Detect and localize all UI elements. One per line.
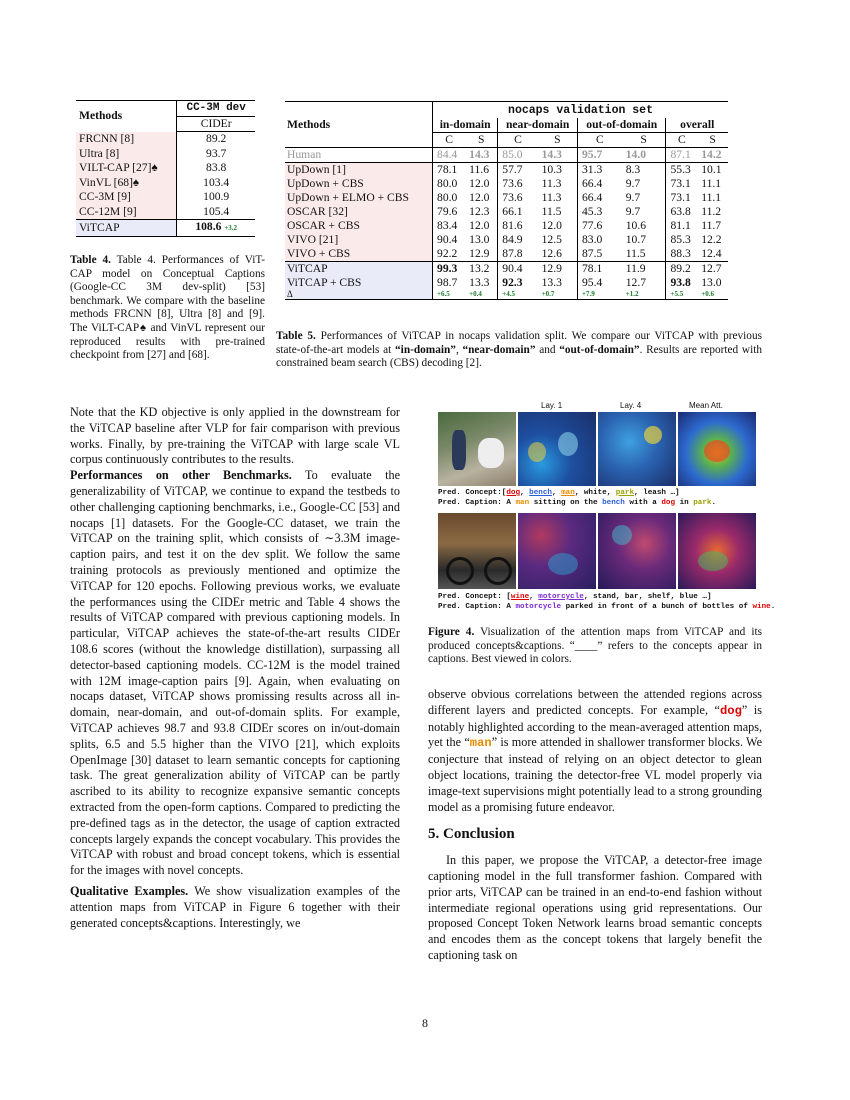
t5-group-header: out-of-domain [577, 118, 666, 133]
left-column [70, 405, 400, 931]
t5-method: ViTCAP [285, 262, 433, 277]
t5-cell: 11.5 [625, 247, 646, 260]
t5-cell: 11.1 [701, 177, 722, 190]
image-park-lay4 [598, 412, 676, 486]
t5-cell: 12.0 [541, 219, 562, 232]
t5-cell: 95.4 [577, 276, 621, 290]
t5-cell: 11.3 [541, 177, 562, 190]
row1-cap-park: park [693, 499, 712, 507]
row1-cap-p3: in [675, 499, 694, 507]
t5-cell: 9.7 [625, 191, 641, 204]
concept-blue: blue …] [679, 593, 712, 601]
row2-cap-end: . [770, 603, 776, 611]
concept-dog: dog [506, 489, 521, 497]
t5-cell: 11.6 [469, 163, 490, 176]
t5-cell: 11.1 [701, 191, 722, 204]
t5-row [285, 276, 728, 290]
t5-title: nocaps validation set [433, 102, 728, 119]
row2-caption [438, 602, 775, 612]
t5-caption-keyword: “out-of-domain” [559, 343, 640, 356]
t5-cell: 13.2 [469, 262, 490, 275]
t5-cell: 12.0 [469, 177, 490, 190]
t5-cell: 77.6 [577, 219, 621, 233]
t5-cell: 13.0 [701, 276, 722, 289]
t4-method: FRCNN [8] [76, 132, 177, 147]
t5-cell: 63.8 [666, 205, 697, 219]
t5-cell: 78.1 [433, 163, 466, 178]
t4-ours-delta: +3.2 [224, 224, 238, 232]
t4-caption-text: Table 4. Performances of ViT-CAP model on Conceptual Captions (Google-CC 3M dev-split) [53] benchmark. We compare with the baseline methods FRCNN [8], Ultra [8] and [9]. The ViLT-CAP♠ and VinVL represent our reproduced results with pre-trained checkpoint from [27] and [68]. [70, 254, 265, 362]
t5-cell: 89.2 [666, 262, 697, 277]
t5-cell: 11.7 [701, 219, 722, 232]
right-column [428, 687, 762, 964]
right-p1-a: observe obvious correlations between the attended regions across different layers and predicted concepts. For example, “ [428, 687, 762, 717]
right-p1-c: ” is more attended in shallower transformer blocks. We conjecture that instead of relying on an object detector to glean object locations, training the detector-free VL model properly via image-text supervisions might potentially lead to a strong grounding model as a promising future endeavor. [428, 735, 762, 814]
image-moto-lay1 [518, 513, 596, 589]
t5-cell: 73.6 [498, 191, 538, 205]
t5-metric-header: S [477, 133, 485, 146]
t5-cell: 10.7 [625, 233, 647, 246]
t5-cell: 11.3 [541, 191, 562, 204]
t5-method: OSCAR + CBS [285, 219, 433, 233]
row1-caption-prefix: Pred. Caption: A [438, 499, 516, 507]
t5-group-header: near-domain [498, 118, 578, 133]
t5-cell: 10.1 [701, 163, 722, 176]
t5-caption-text: Performances of ViTCAP in nocaps validation split. We compare our ViTCAP with previous state-of-the-art models at “in-domain”, “near-domain” and “out-of-domain”. Results are reported with constrained beam search (CBS) decoding [2]. [276, 330, 762, 370]
t5-cell: 79.6 [433, 205, 466, 219]
t4-value: 103.4 [177, 176, 255, 191]
t5-cell: 10.3 [541, 163, 562, 176]
concept-bench: bench [529, 489, 552, 497]
t5-cell: 45.3 [577, 205, 621, 219]
t5-group-header: overall [666, 118, 728, 133]
t5-header-methods: Methods [287, 117, 331, 131]
t4-value: 89.2 [177, 132, 255, 147]
t4-row [76, 190, 255, 205]
row1-concepts: Pred. Concept:[dog, bench, man, white, park, leash …] [438, 489, 680, 497]
t5-cell: 9.7 [625, 177, 641, 190]
t5-cell: 90.4 [498, 262, 538, 277]
image-park-lay1 [518, 412, 596, 486]
t5-cell: 13.0 [469, 233, 490, 246]
left-p3: We show visualization examples of the attention maps from ViTCAP in Figure 6 together with their generated concepts&captions. Interestingly, we [70, 883, 401, 930]
t4-method: Ultra [8] [76, 147, 177, 162]
t5-cell: 81.1 [666, 219, 697, 233]
t5-delta: +5.5 [666, 290, 697, 300]
left-p2-head: Performances on other Benchmarks. [70, 468, 292, 483]
t4-value: 83.8 [177, 161, 255, 176]
t5-row [285, 262, 728, 277]
row2-concepts: Pred. Concept: [wine, motorcycle, stand, bar, shelf, blue …] [438, 593, 712, 601]
t5-cell: 12.5 [541, 233, 562, 246]
t4-row [76, 161, 255, 176]
t4-method: CC-12M [9] [76, 205, 177, 220]
row2-caption-prefix: Pred. Caption: A [438, 603, 516, 611]
row1-cap-dog: dog [661, 499, 676, 507]
t5-cell: 12.2 [701, 233, 722, 246]
image-moto-lay4 [598, 513, 676, 589]
image-moto-original [438, 513, 516, 589]
t4-ours-value: 108.6 [195, 220, 222, 233]
t5-group-header: in-domain [433, 118, 498, 133]
row1-cap-p2: with a [624, 499, 662, 507]
t5-method: UpDown [1] [285, 163, 433, 178]
t5-delta-label: Δ [285, 290, 433, 300]
t5-cell: 78.1 [577, 262, 621, 277]
t5-cell: 11.9 [625, 262, 646, 275]
t5-cell: 9.7 [625, 205, 641, 218]
keyword-man: man [469, 736, 492, 751]
fig-caption-text: Visualization of the attention maps from ViTCAP and its produced concepts&captions. “____” refers to the concepts appear in captions. Best viewed in colors. [428, 626, 762, 666]
row1-concept-prefix: Pred. Concept:[ [438, 489, 507, 497]
t5-cell: 11.2 [701, 205, 722, 218]
concept-wine: wine [510, 593, 530, 601]
t5-cell: 12.4 [701, 247, 722, 260]
t5-cell: 73.1 [666, 191, 697, 205]
t5-metric-header: S [709, 133, 716, 146]
figure-4-caption [428, 626, 762, 667]
t5-cell: 66.4 [577, 177, 621, 191]
t5-metric-header: C [666, 133, 697, 148]
t4-method: CC-3M [9] [76, 190, 177, 205]
t4-method: VILT-CAP [27]♠ [76, 161, 177, 176]
concept-park: park [615, 489, 635, 497]
section-heading: 5. Conclusion [428, 826, 515, 843]
fig-label-lay4: Lay. 4 [620, 401, 642, 410]
t5-metric-header: S [554, 133, 561, 146]
t5-cell: 81.6 [498, 219, 538, 233]
t5-row [285, 148, 728, 163]
t5-cell: 66.1 [498, 205, 538, 219]
t5-cell: 85.3 [666, 233, 697, 247]
t5-cell: 83.4 [433, 219, 466, 233]
t5-cell: 12.6 [541, 247, 562, 260]
concept-shelf: shelf [647, 593, 671, 601]
t4-value [177, 220, 255, 237]
row1-cap-bench: bench [602, 499, 625, 507]
t5-row [285, 205, 728, 219]
t5-row [285, 247, 728, 262]
concept-leash: leash …] [643, 489, 680, 497]
t5-delta-row [285, 290, 728, 300]
t5-cell: 8.3 [625, 163, 641, 176]
t5-cell: 13.3 [469, 276, 490, 289]
t5-cell: 14.3 [469, 148, 490, 161]
t5-method: VIVO + CBS [285, 247, 433, 262]
t5-cell: 84.4 [433, 148, 466, 163]
t5-row [285, 163, 728, 178]
t5-method: OSCAR [32] [285, 205, 433, 219]
row2-cap-motorcycle: motorcycle [515, 603, 562, 611]
table-4 [76, 101, 255, 237]
concept-stand: stand [592, 593, 616, 601]
page-number: 8 [422, 1016, 428, 1030]
t5-cell: 57.7 [498, 163, 538, 178]
t5-cell: 92.3 [498, 276, 538, 290]
t5-row [285, 177, 728, 191]
t5-cell: 87.5 [577, 247, 621, 262]
fig-caption-lead: Figure 4. [428, 626, 475, 638]
t5-method: ViTCAP + CBS [285, 276, 433, 290]
left-p3-head: Qualitative Examples. [70, 883, 189, 898]
t4-row [76, 147, 255, 162]
t5-cell: 55.3 [666, 163, 697, 178]
t5-method: Human [287, 148, 322, 161]
t5-cell: 99.3 [433, 262, 466, 277]
t4-method: VinVL [68]♠ [76, 176, 177, 191]
t4-header-dataset: CC-3M dev [177, 101, 255, 116]
t5-cell: 31.3 [577, 163, 621, 178]
t5-caption-keyword: “in-domain” [395, 343, 456, 356]
right-p2: In this paper, we propose the ViTCAP, a detector-free image captioning model in the full transformer fashion. Compared with prior arts, ViTCAP can be trained in an end-to-end fashion without intermediate regional operations using grid representations. Our proposed Concept Token Network learns broad semantic concepts and encodes them as the concept tokens that largely benefit the captioning task on [428, 853, 762, 962]
t5-cell: 92.2 [433, 247, 466, 262]
t4-method: ViTCAP [76, 220, 177, 237]
t5-cell: 73.1 [666, 177, 697, 191]
t4-header-methods: Methods [79, 109, 123, 122]
t5-cell: 12.0 [469, 191, 490, 204]
t5-cell: 14.2 [701, 148, 722, 161]
t5-delta: +4.5 [498, 290, 538, 300]
t5-cell: 12.9 [469, 247, 490, 260]
t5-metric-header: C [577, 133, 621, 148]
t5-cell: 73.6 [498, 177, 538, 191]
t5-caption-keyword: “near-domain” [462, 343, 536, 356]
fig-label-mean: Mean Att. [689, 401, 723, 410]
t5-cell: 84.9 [498, 233, 538, 247]
t5-method: VIVO [21] [285, 233, 433, 247]
fig-label-lay1: Lay. 1 [541, 401, 563, 410]
t4-value: 93.7 [177, 147, 255, 162]
row2-cap-p1: parked in front of a bunch of bottles of [561, 603, 753, 611]
t4-value: 105.4 [177, 205, 255, 220]
t5-cell: 12.0 [469, 219, 490, 232]
t5-method: UpDown + CBS [285, 177, 433, 191]
t5-delta: +1.2 [625, 290, 639, 298]
t5-cell: 83.0 [577, 233, 621, 247]
t5-row [285, 219, 728, 233]
table-5-caption [276, 330, 762, 371]
concept-bar: bar [624, 593, 639, 601]
t5-cell: 12.7 [701, 262, 722, 275]
t4-row [76, 205, 255, 220]
t5-metric-header: S [640, 133, 647, 146]
t5-cell: 11.5 [541, 205, 562, 218]
t5-cell: 90.4 [433, 233, 466, 247]
t5-cell: 12.9 [541, 262, 562, 275]
row2-concept-prefix: Pred. Concept: [ [438, 593, 511, 601]
image-park-original [438, 412, 516, 486]
t5-cell: 13.3 [541, 276, 562, 289]
t5-cell: 88.3 [666, 247, 697, 262]
row1-cap-p1: sitting on the [529, 499, 603, 507]
row1-cap-man: man [515, 499, 530, 507]
right-p1 [428, 687, 762, 815]
left-p1: Note that the KD objective is only applied in the downstream for the ViTCAP baseline after VLP for fair comparison with previous works. Finally, by pre-training the ViTCAP with large scale VL corpus continuously contributes to the results. [70, 405, 400, 467]
t5-cell: 87.8 [498, 247, 538, 262]
t5-delta: +0.7 [541, 290, 555, 298]
concept-man: man [561, 489, 575, 497]
right-p1-b: ” is notably highlighted according to the mean-averaged attention maps, yet the “ [428, 702, 762, 750]
t5-cell: 87.1 [666, 148, 697, 163]
row2-cap-wine: wine [752, 603, 771, 611]
t5-cell: 12.7 [625, 276, 647, 289]
t4-row [76, 132, 255, 147]
t5-cell: 93.8 [666, 276, 697, 290]
image-park-mean [678, 412, 756, 486]
t4-caption-lead: Table 4. [70, 254, 111, 266]
t4-row [76, 176, 255, 191]
table-5 [285, 101, 728, 300]
t5-row [285, 191, 728, 205]
t5-caption-lead: Table 5. [276, 330, 316, 342]
concept-motorcycle: motorcycle [538, 593, 584, 601]
t5-cell: 14.3 [541, 148, 562, 161]
t5-delta: +7.9 [577, 290, 621, 300]
t5-metric-header: C [498, 133, 538, 148]
table-4-caption [70, 254, 265, 363]
figure-4 [436, 398, 776, 620]
t5-cell: 10.6 [625, 219, 647, 232]
t5-cell: 12.3 [469, 205, 490, 218]
keyword-dog: dog [719, 703, 742, 718]
t5-row [285, 233, 728, 247]
t5-delta: +6.5 [433, 290, 466, 300]
t5-cell: 98.7 [433, 276, 466, 290]
t5-delta: +0.4 [469, 290, 482, 298]
t5-metric-header: C [433, 133, 466, 148]
left-p2: To evaluate the generalizability of ViTCAP, we continue to expand the testbeds to other challenging captioning benchmarks, i.e., Google-CC [53] and nocaps [1] datasets. For the Google-CC dataset, we train the ViTCAP on the training split, which consists of ∼3.3M image-caption pairs, and test it on the dev split. We follow the same training protocols as previously mentioned and optimize the ViTCAP for 120 epochs. Following previous works, we evaluate the performances using the CIDEr metric and Table 4 shows the results of ViTCAP compared with previous captioning models. In particular, ViTCAP achieves the state-of-the-art results CIDEr 108.6 scores (without the knowledge distillation), surpassing all detector-based captioning models. CC-12M is the model trained with 12M image-caption pairs [9]. Again, when evaluating on nocaps dataset, ViTCAP shows promissing results across all in-domain, near-domain, and out-of-domain splits. For example, ViTCAP achieves 98.7 and 93.8 CIDEr scores on in/out-domain splits, 6.5 and 5.5 higher than the VIVO [21], which exploits OpenImage [30] dataset to learn semantic concepts for captioning task. The great generalization ability of ViTCAP can be partly ascribed to its ability to recognize expansive semantic concepts extracted from the open-form captions. Compared to predicting the pre-defined tags as in the detector, the usage of caption extracted concepts largely expands the concept vocabulary. This provides the ViTCAP with robust and broad concept tokens, which is essential for the images with novel concepts. [70, 468, 400, 878]
t5-method: UpDown + ELMO + CBS [285, 191, 433, 205]
t5-cell: 66.4 [577, 191, 621, 205]
t5-cell: 80.0 [433, 191, 466, 205]
image-moto-mean [678, 513, 756, 589]
t5-cell: 85.0 [498, 148, 538, 163]
t5-cell: 80.0 [433, 177, 466, 191]
t5-cell: 14.0 [625, 148, 647, 161]
t4-header-metric: CIDEr [177, 116, 255, 132]
concept-white: white [583, 489, 607, 497]
t4-value: 100.9 [177, 190, 255, 205]
t5-cell: 95.7 [577, 148, 621, 163]
t5-delta: +0.6 [701, 290, 714, 298]
row1-cap-end: . [711, 499, 717, 507]
row1-caption [438, 498, 716, 508]
t4-row-ours [76, 220, 255, 237]
